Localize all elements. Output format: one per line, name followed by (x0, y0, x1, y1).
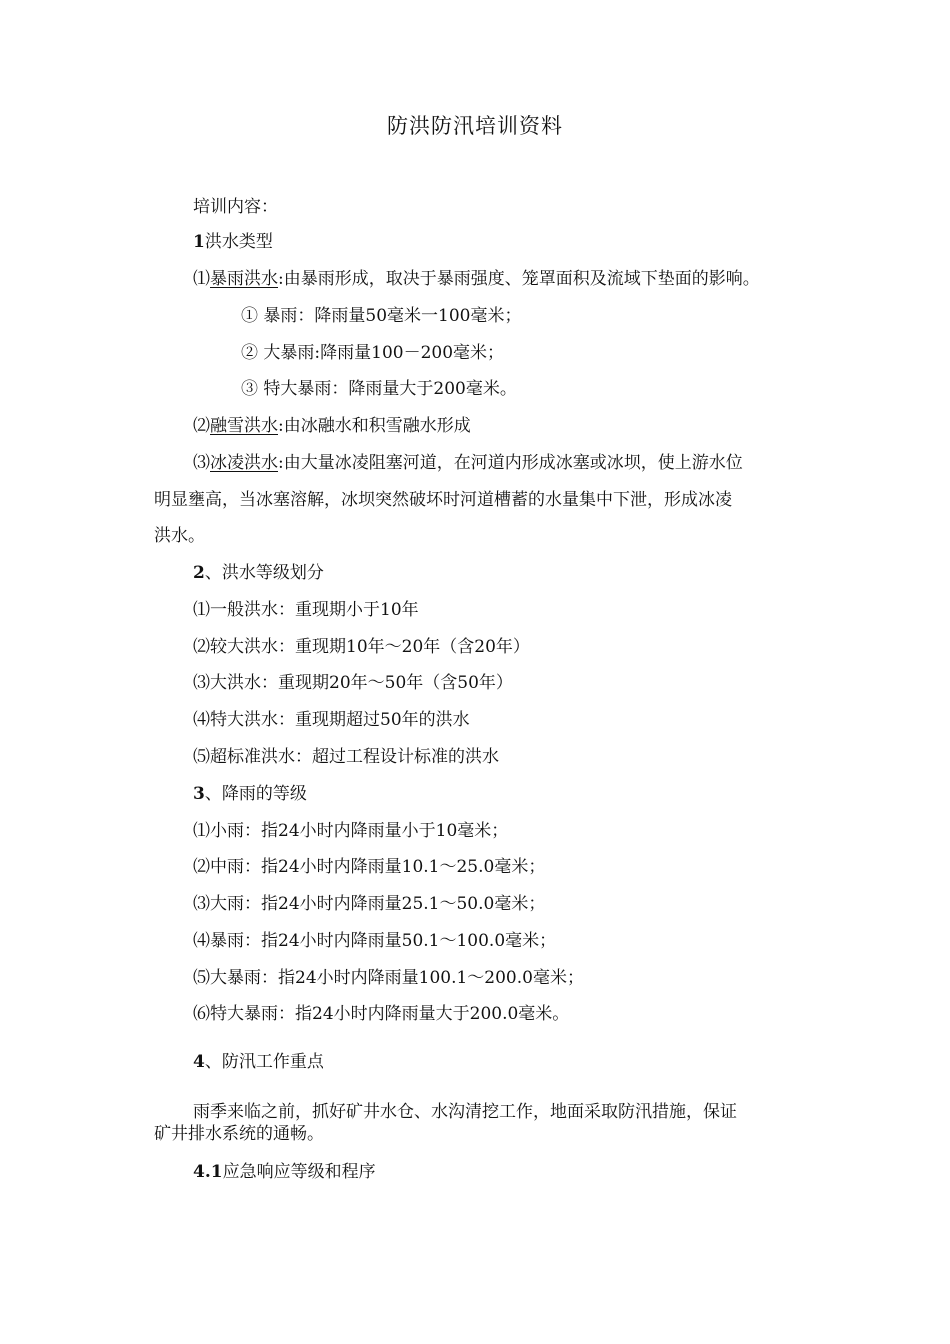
list-item: ⑶大洪水：重现期20年〜50年（含50年） (193, 673, 513, 693)
section-number: 2 (193, 563, 205, 583)
intro-label: 培训内容： (193, 197, 278, 217)
section-title: 、洪水等级划分 (204, 563, 324, 583)
list-item: ⑷暴雨：指24小时内降雨量50.1〜100.0毫米； (193, 931, 557, 951)
item-text: :由大量冰凌阻塞河道，在河道内形成冰塞或冰坝，使上游水位 (278, 453, 743, 473)
list-item: ⑴小雨：指24小时内降雨量小于10毫米； (193, 821, 509, 841)
flood-type-item (193, 451, 743, 475)
flood-type-item (193, 414, 471, 438)
list-item: ⑸超标准洪水：超过工程设计标准的洪水 (193, 747, 499, 767)
section-title: 洪水类型 (204, 232, 273, 252)
sub-item: ① 暴雨：降雨量50毫米一100毫米； (241, 306, 522, 326)
list-item: ⑵较大洪水：重现期10年〜20年（含20年） (193, 637, 530, 657)
section-number: 1 (193, 232, 205, 252)
item-text: :由冰融水和积雪融水形成 (278, 416, 471, 436)
sub-item: ③ 特大暴雨：降雨量大于200毫米。 (241, 379, 517, 399)
subsection-4-1-heading (193, 1160, 376, 1184)
paragraph-continuation: 洪水。 (154, 526, 205, 546)
list-item: ⑴一般洪水：重现期小于10年 (193, 600, 419, 620)
item-marker: ⑶ (193, 453, 210, 473)
section-number: 4.1 (193, 1162, 223, 1182)
list-item: ⑶大雨：指24小时内降雨量25.1〜50.0毫米； (193, 894, 546, 914)
paragraph-continuation: 矿井排水系统的通畅。 (154, 1124, 324, 1144)
section-number: 3 (193, 784, 205, 804)
page-title: 防洪防汛培训资料 (387, 114, 563, 138)
term-underlined: 融雪洪水 (210, 416, 278, 436)
list-item: ⑸大暴雨：指24小时内降雨量100.1〜200.0毫米； (193, 968, 584, 988)
section-title: 、降雨的等级 (204, 784, 307, 804)
section-1-heading (193, 230, 273, 254)
list-item: ⑷特大洪水：重现期超过50年的洪水 (193, 710, 470, 730)
section-2-heading (193, 561, 324, 585)
section-4-heading (193, 1050, 324, 1074)
sub-item: ② 大暴雨:降雨量100－200毫米； (241, 343, 505, 363)
term-underlined: 冰凌洪水 (210, 453, 278, 473)
paragraph: 雨季来临之前，抓好矿井水仓、水沟清挖工作，地面采取防汛措施，保证 (193, 1102, 737, 1122)
term-underlined: 暴雨洪水 (210, 269, 278, 289)
section-title: 、防汛工作重点 (204, 1052, 324, 1072)
item-marker: ⑵ (193, 416, 210, 436)
section-title: 应急响应等级和程序 (222, 1162, 376, 1182)
flood-type-item (193, 267, 760, 291)
section-3-heading (193, 782, 307, 806)
item-marker: ⑴ (193, 269, 210, 289)
paragraph-continuation: 明显壅高，当冰塞溶解，冰坝突然破坏时河道槽蓄的水量集中下泄，形成冰凌 (154, 490, 732, 510)
list-item: ⑵中雨：指24小时内降雨量10.1〜25.0毫米； (193, 857, 546, 877)
item-text: :由暴雨形成，取决于暴雨强度、笼罩面积及流域下垫面的影响。 (278, 269, 760, 289)
section-number: 4 (193, 1052, 205, 1072)
list-item: ⑹特大暴雨：指24小时内降雨量大于200.0毫米。 (193, 1004, 570, 1024)
